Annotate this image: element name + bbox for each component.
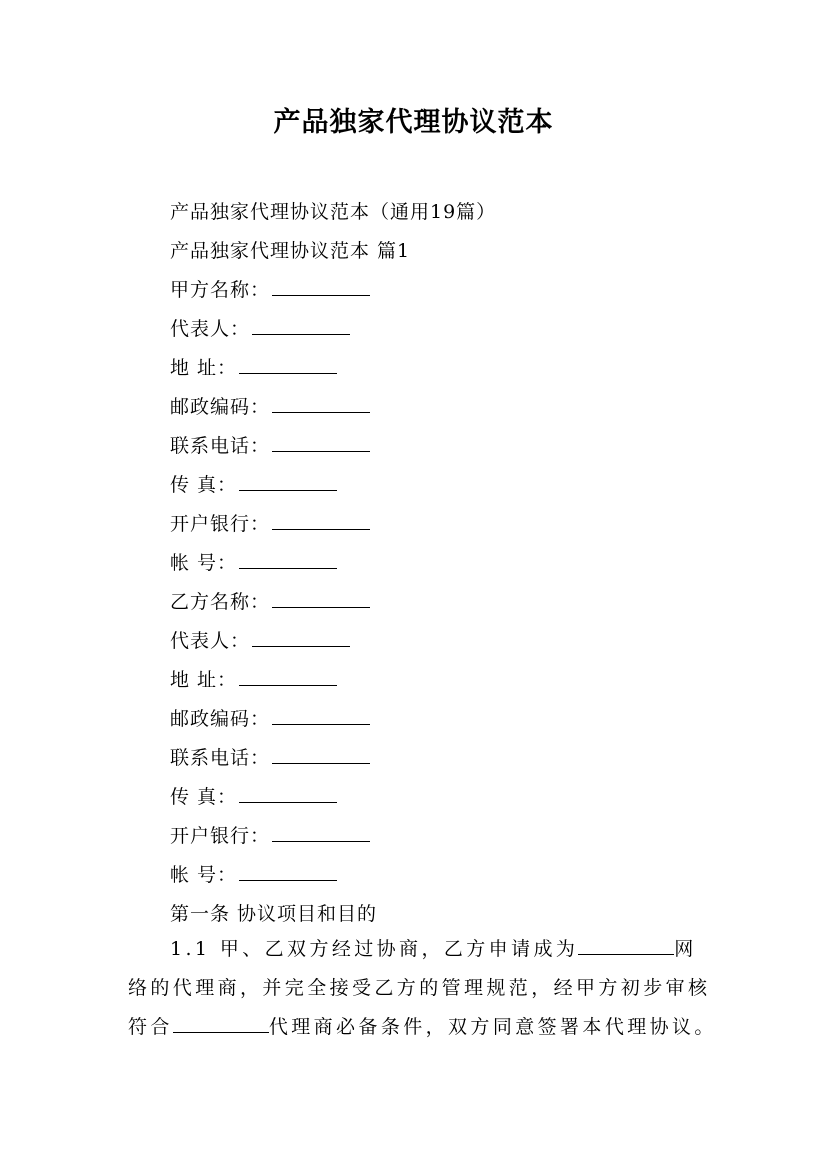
party-b-postcode-label: 邮政编码： xyxy=(170,708,271,730)
party-a-address-label: 地 址： xyxy=(170,357,238,379)
party-b-rep-line xyxy=(170,628,350,654)
party-b-bank-blank xyxy=(272,823,370,842)
party-b-phone-blank xyxy=(272,745,370,764)
party-a-rep-label: 代表人： xyxy=(170,318,251,340)
party-b-bank-label: 开户银行： xyxy=(170,825,271,847)
party-b-account-blank xyxy=(239,862,337,881)
party-a-postcode-blank xyxy=(272,394,370,413)
clause-1-1-qualify-blank xyxy=(173,1014,269,1033)
clause-1-1-network-blank xyxy=(578,936,674,955)
party-a-bank-label: 开户银行： xyxy=(170,513,271,535)
party-b-phone-line xyxy=(170,745,370,771)
section-title: 产品独家代理协议范本 篇1 xyxy=(170,240,411,262)
party-b-rep-blank xyxy=(252,628,350,647)
clause-1-1-paragraph xyxy=(128,930,718,1046)
party-b-bank-line xyxy=(170,823,370,849)
party-a-phone-line xyxy=(170,433,370,459)
party-b-account-label: 帐 号： xyxy=(170,864,238,886)
party-a-postcode-line xyxy=(170,394,370,420)
party-b-fax-blank xyxy=(239,784,337,803)
party-a-bank-blank xyxy=(272,511,370,530)
party-a-account-label: 帐 号： xyxy=(170,552,238,574)
party-a-address-blank xyxy=(239,355,337,374)
party-b-account-line xyxy=(170,862,337,888)
party-b-name-line xyxy=(170,589,370,615)
party-a-fax-blank xyxy=(239,472,337,491)
clause-1-1-part2: 网络的代理商，并完全接受乙方的管理规范，经甲方初步审核符合 xyxy=(128,938,711,1038)
party-b-address-blank xyxy=(239,667,337,686)
party-b-address-label: 地 址： xyxy=(170,669,238,691)
party-b-rep-label: 代表人： xyxy=(170,630,251,652)
article-1-heading: 第一条 协议项目和目的 xyxy=(170,903,378,925)
party-b-name-blank xyxy=(272,589,370,608)
clause-1-1-part3: 代理商必备条件，双方同意签署本代理协议。 xyxy=(268,1015,717,1038)
party-a-rep-line xyxy=(170,316,350,342)
party-a-phone-blank xyxy=(272,433,370,452)
party-b-postcode-line xyxy=(170,706,370,732)
clause-1-1-part1: 1.1 甲、乙双方经过协商，乙方申请成为 xyxy=(170,938,579,960)
party-b-name-label: 乙方名称： xyxy=(170,591,271,613)
party-b-fax-label: 传 真： xyxy=(170,786,238,808)
party-a-name-line xyxy=(170,277,370,303)
party-b-postcode-blank xyxy=(272,706,370,725)
party-a-rep-blank xyxy=(252,316,350,335)
party-a-account-blank xyxy=(239,550,337,569)
party-a-postcode-label: 邮政编码： xyxy=(170,396,271,418)
party-b-address-line xyxy=(170,667,337,693)
party-a-fax-line xyxy=(170,472,337,498)
party-a-name-blank xyxy=(272,277,370,296)
document-title: 产品独家代理协议范本 xyxy=(273,107,554,138)
party-a-bank-line xyxy=(170,511,370,537)
party-a-address-line xyxy=(170,355,337,381)
party-a-name-label: 甲方名称： xyxy=(170,279,271,301)
party-a-fax-label: 传 真： xyxy=(170,474,238,496)
party-b-fax-line xyxy=(170,784,337,810)
document-subtitle: 产品独家代理协议范本（通用19篇） xyxy=(170,201,497,223)
party-a-account-line xyxy=(170,550,337,576)
party-a-phone-label: 联系电话： xyxy=(170,435,271,457)
party-b-phone-label: 联系电话： xyxy=(170,747,271,769)
